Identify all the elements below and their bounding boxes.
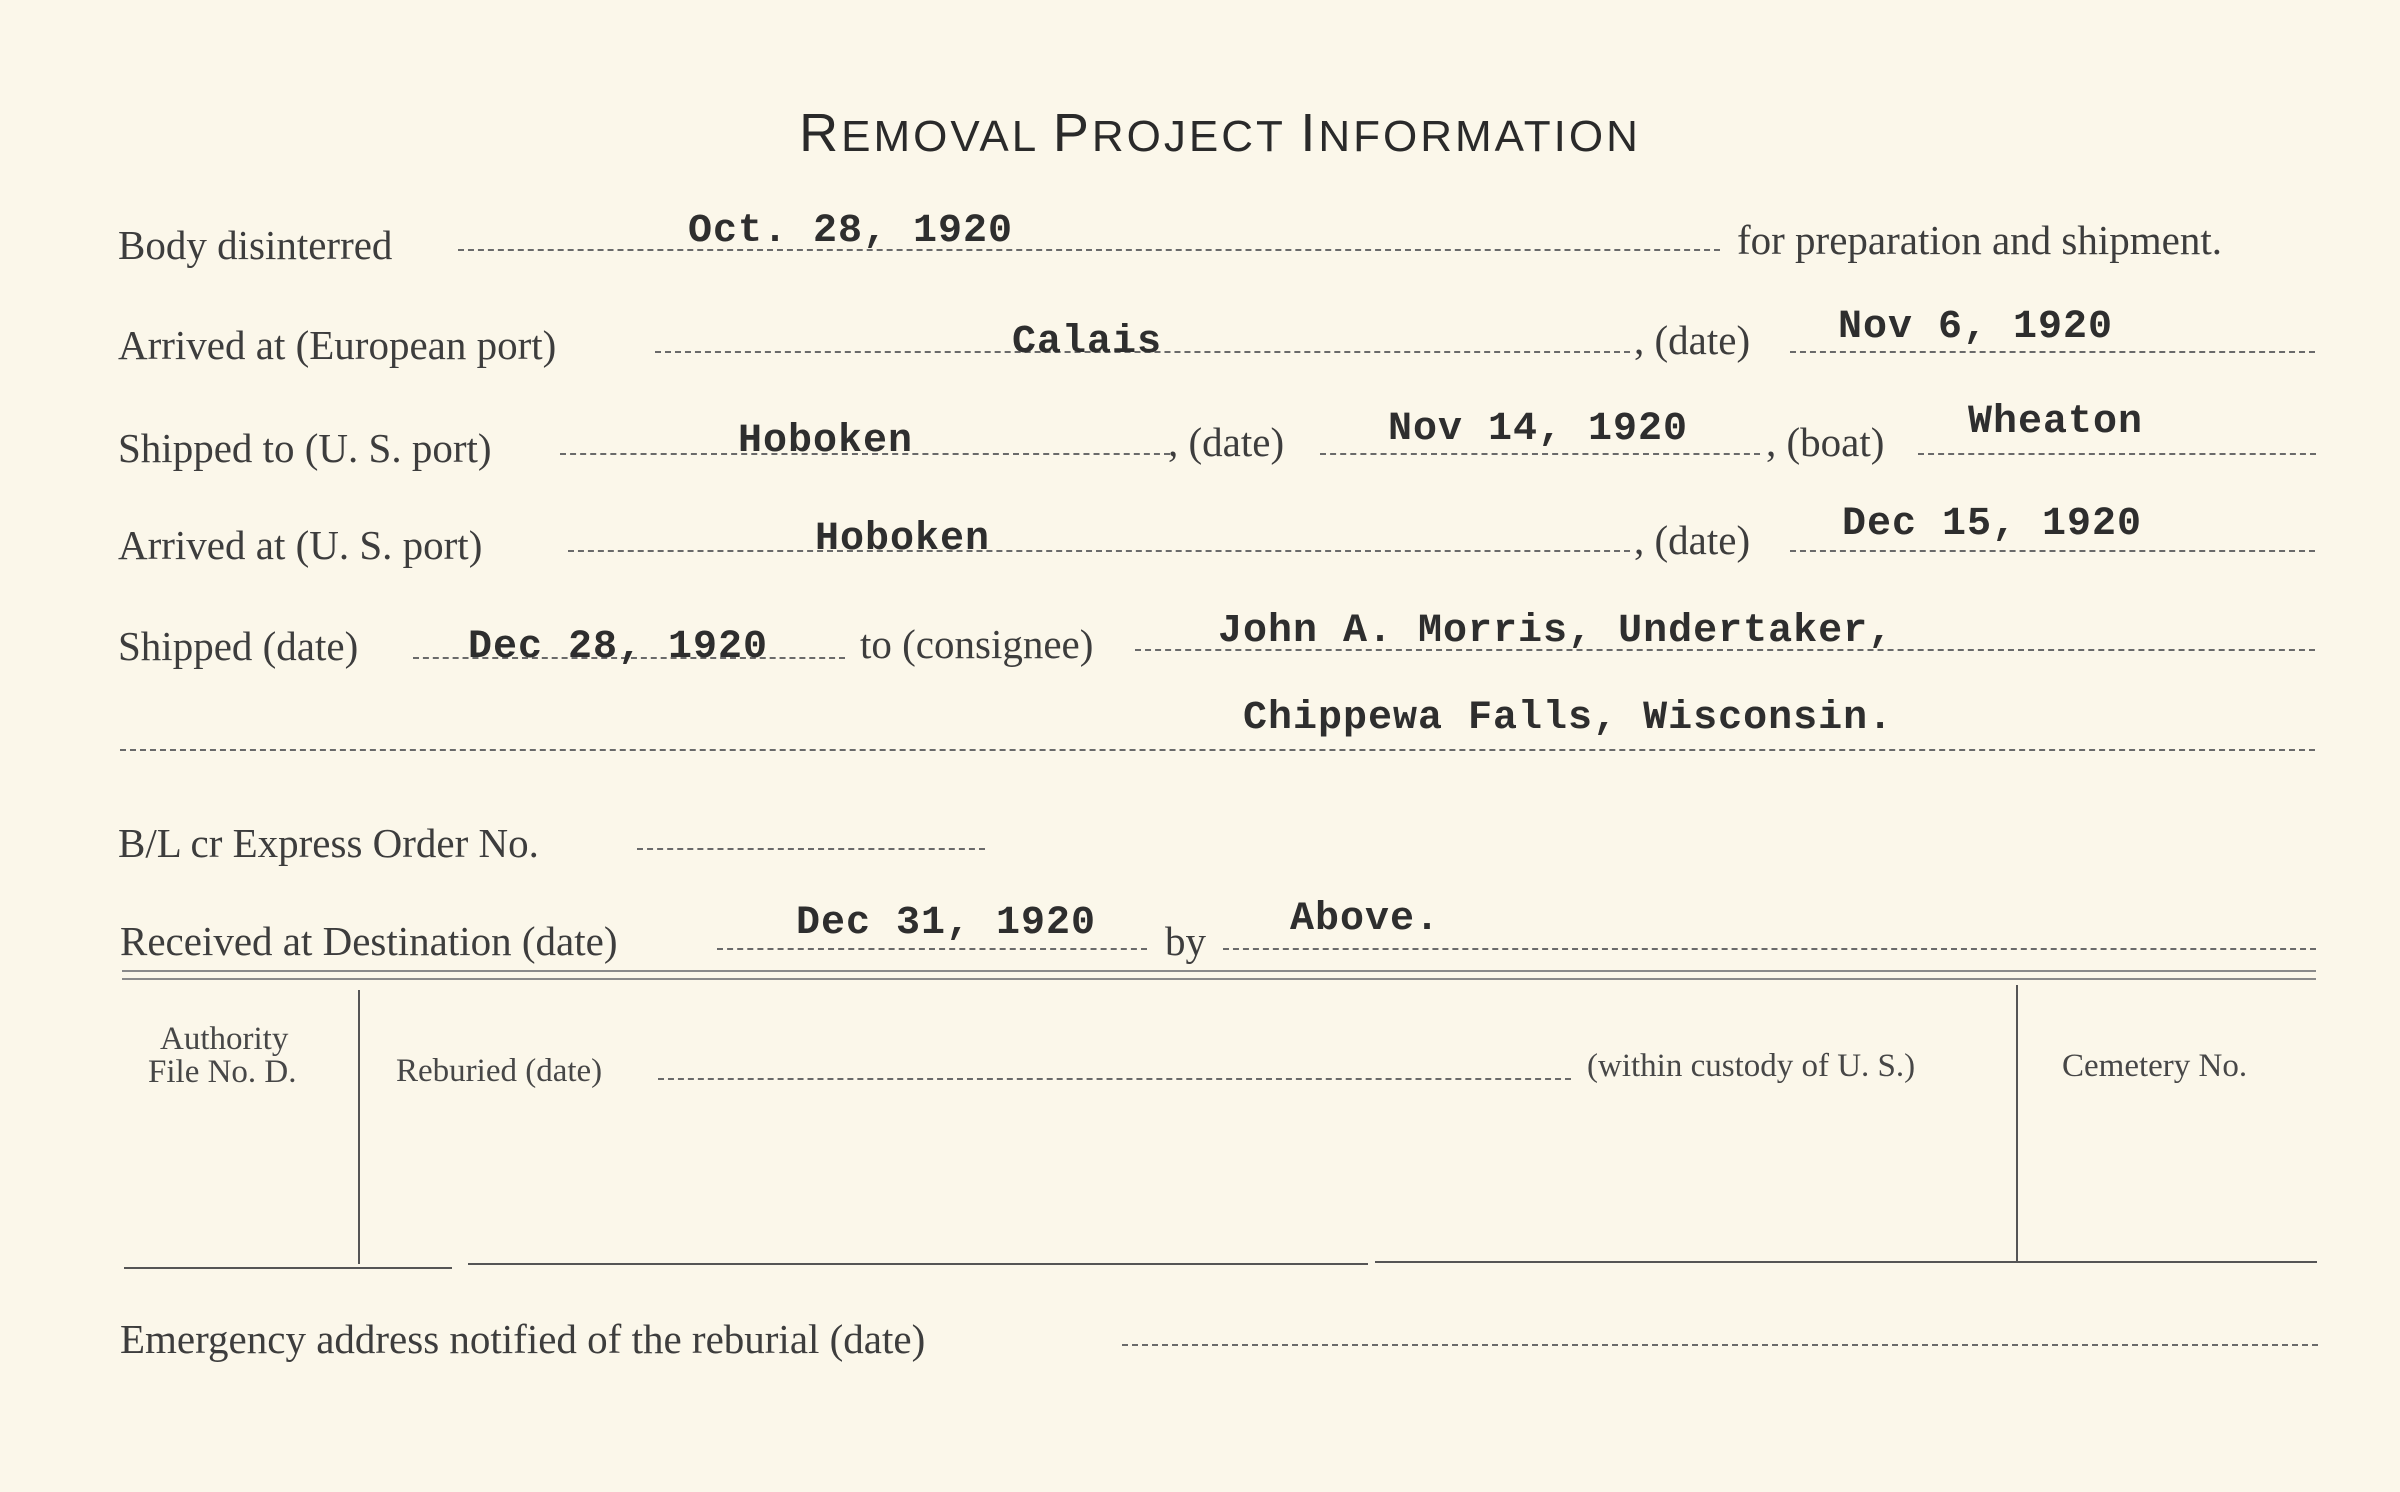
received-by-label: by xyxy=(1165,918,1206,964)
table-divider-right xyxy=(2016,985,2018,1261)
consignee-label: to (consignee) xyxy=(860,621,1094,667)
shipped-date-value[interactable]: Dec 28, 1920 xyxy=(468,625,769,670)
body-disinterred-suffix: for preparation and shipment. xyxy=(1737,217,2223,263)
body-disinterred-value[interactable]: Oct. 28, 1920 xyxy=(688,209,1014,254)
arrived-us-date-value[interactable]: Dec 15, 1920 xyxy=(1842,502,2143,547)
emergency-label: Emergency address notified of the reburial (date) xyxy=(120,1316,926,1362)
table-top-rule-2 xyxy=(122,978,2316,980)
authority-label-line1: Authority xyxy=(160,1021,289,1057)
page-title xyxy=(0,102,2400,164)
title-text: REMOVAL PROJECT INFORMATION xyxy=(799,103,1641,163)
arrived-european-date-line xyxy=(1790,351,2315,353)
consignee-value-line2[interactable]: Chippewa Falls, Wisconsin. xyxy=(1243,696,1894,741)
received-date-line xyxy=(717,948,1147,950)
shipped-us-port-value[interactable]: Hoboken xyxy=(738,419,914,464)
custody-label: (within custody of U. S.) xyxy=(1587,1048,1916,1084)
shipped-us-date-label: , (date) xyxy=(1168,419,1285,465)
shipped-us-date-value[interactable]: Nov 14, 1920 xyxy=(1388,407,1689,452)
arrived-european-port-value[interactable]: Calais xyxy=(1012,320,1163,365)
arrived-european-label: Arrived at (European port) xyxy=(118,322,557,368)
shipped-us-label: Shipped to (U. S. port) xyxy=(118,425,492,471)
received-by-line xyxy=(1223,948,2316,950)
body-disinterred-label: Body disinterred xyxy=(118,222,393,268)
shipped-us-boat-label: , (boat) xyxy=(1766,419,1885,465)
arrived-european-date-label: , (date) xyxy=(1634,317,1751,363)
arrived-us-port-value[interactable]: Hoboken xyxy=(815,517,991,562)
arrived-european-date-value[interactable]: Nov 6, 1920 xyxy=(1838,305,2114,350)
reburied-label: Reburied (date) xyxy=(396,1053,603,1089)
shipped-us-date-line xyxy=(1320,453,1760,455)
arrived-us-date-label: , (date) xyxy=(1634,517,1751,563)
body-disinterred-line xyxy=(458,249,1720,251)
consignee-line-2 xyxy=(120,749,2315,751)
arrived-us-line xyxy=(568,550,1630,552)
shipped-date-label: Shipped (date) xyxy=(118,623,359,669)
received-date-value[interactable]: Dec 31, 1920 xyxy=(796,901,1097,946)
bl-order-line xyxy=(637,848,985,850)
arrived-us-label: Arrived at (U. S. port) xyxy=(118,522,483,568)
received-label: Received at Destination (date) xyxy=(120,918,618,964)
table-bottom-rule-b xyxy=(468,1263,1368,1265)
table-bottom-rule-c xyxy=(1375,1261,2317,1263)
authority-label-line2: File No. D. xyxy=(148,1054,297,1090)
cemetery-no-label: Cemetery No. xyxy=(2062,1048,2248,1084)
table-top-rule-1 xyxy=(122,970,2316,972)
emergency-line xyxy=(1122,1344,2318,1346)
shipped-us-boat-line xyxy=(1918,453,2316,455)
reburied-line xyxy=(658,1078,1571,1080)
bl-order-label: B/L cr Express Order No. xyxy=(118,820,539,866)
consignee-value-line1[interactable]: John A. Morris, Undertaker, xyxy=(1218,609,1894,654)
table-divider-left xyxy=(358,990,360,1264)
shipped-us-boat-value[interactable]: Wheaton xyxy=(1968,400,2144,445)
table-bottom-rule-a xyxy=(124,1267,452,1269)
received-by-value[interactable]: Above. xyxy=(1290,897,1441,942)
arrived-us-date-line xyxy=(1790,550,2315,552)
